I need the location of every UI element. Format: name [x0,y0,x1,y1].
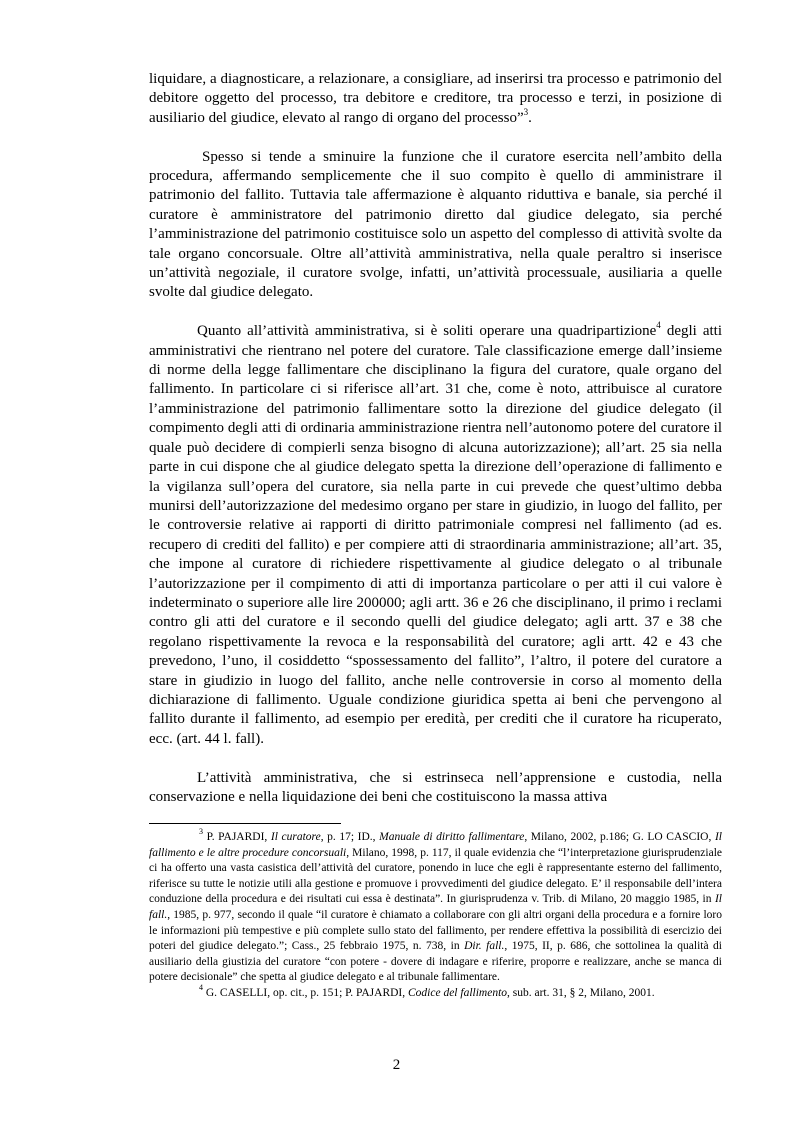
footnote-separator [149,823,341,824]
footnote-mark-3: 3 [199,827,203,837]
footnote-ref-4[interactable]: 4 [656,320,661,331]
paragraph-1: liquidare, a diagnosticare, a relazionare, a consigliare, ad inserirsi tra processo e patrimonio del debitore oggetto del processo, tra debitore e creditore, tra processo e terzi, in posizione di ausiliario del giudice, elevato al rango di organo del processo”$^3$. [149,71,722,126]
footnotes [149,827,722,1002]
paragraph-2: Spesso si tende a sminuire la funzione che il curatore esercita nell’ambito della procedura, affermando semplicemente che il suo compito è quello di amministrare il patrimonio del fallito. Tuttavia tale affermazione è alquanto riduttiva e banale, sia perché il curatore è amministratore del patrimonio diretto dal giudice delegato, sia perché l’amministrazione del patrimonio costituisce solo un aspetto del complesso di attività svolte da tale organo concorsuale. Oltre all’attività amministrativa, nella quale peraltro si inserisce un’attività negoziale, il curatore svolge, infatti, un’attività processuale, ausiliaria a quelle svolte dal giudice delegato. [149,148,722,301]
footnote-3: $^3$ P. PAJARDI, Il curatore, p. 17; ID., Manuale di diritto fallimentare, Milano, 2002, p.186; G. LO CASCIO, Il fallimento e le altre procedure concorsuali, Milano, 1998, p. 117, il quale evidenzia che “l’interpretazione giurisprudenziale ci ha offerto una vasta casistica dell’attività del curatore, ponendo in luce che egli è rappresentante esterno del fallimento, riferisce su tutte le notizie utili alla gestione e promuove i provvedimenti del giudice delegato. E’ il responsabile dell’intera conduzione della procedura e dei risultati cui essa è destinata”. In giurisprudenza v. Trib. di Milano, 20 maggio 1985, in Il fall., 1985, p. 977, secondo il quale “il curatore è chiamato a collaborare con gli altri organi della procedura e a fornire loro le informazioni più tempestive e più complete sullo stato del fallimento, per rendere effettiva la possibilità di esercizio dei poteri del giudice delegato.”; Cass., 25 febbraio 1975, n. 738, in Dir. fall., 1975, II, p. 686, che sottolinea la qualità di ausiliario della giustizia del curatore “con potere - dovere di indagare e riferire, proporre e realizzare, anche se manca di potere decisionale” che spetta al giudice delegato e al tribunale fallimentare. [149,827,722,984]
main-text [149,70,722,807]
footnote-mark-4: 4 [199,983,203,993]
footnote-4: $^4$ G. CASELLI, op. cit., p. 151; P. PAJARDI, Codice del fallimento, sub. art. 31, § 2, Milano, 2001. [199,983,655,999]
paragraph-3: Quanto all’attività amministrativa, si è soliti operare una quadripartizione$^4$ degli atti amministrativi che rientrano nel potere del curatore. Tale classificazione emerge dall’insieme di norme della legge fallimentare che disciplinano la figura del curatore, quale organo del fallimento. In particolare ci si riferisce all’art. 31 che, come è noto, attribuisce al curatore l’amministrazione del patrimonio fallimentare sotto la direzione del giudice delegato (il compimento degli atti di ordinaria amministrazione rientra nell’autonomo potere del curatore il quale può decidere di compierli senza bisogno di alcuna autorizzazione); all’art. 25 sia nella parte in cui dispone che al giudice delegato spetta la direzione dell’operazione di fallimento e la vigilanza sull’opera del curatore, sia nella parte in cui prevede che quest’ultimo debba munirsi dell’autorizzazione del medesimo organo per stare in giudizio, in luogo del fallito, per le controversie relative ai rapporti di diritto patrimoniale compresi nel fallimento (ad es. recupero di crediti del fallito) e per compiere atti di straordinaria amministrazione; all’art. 35, che impone al curatore di richiedere rispettivamente al giudice delegato o al tribunale l’autorizzazione per il compimento di atti di importanza particolare o per atti il cui valore è indeterminato o superiore alle lire 200000; agli artt. 36 e 26 che disciplinano, il primo i reclami contro gli atti del curatore e il secondo quelli del giudice delegato; agli artt. 37 e 38 che regolano rispettivamente la revoca e la responsabilità del curatore; agli artt. 42 e 43 che prevedono, l’uno, il cosiddetto “spossessamento del fallito”, l’altro, il potere del curatore a stare in giudizio in luogo del fallito, anche nelle controversie in corso al momento della dichiarazione di fallimento. Uguale condizione giuridica spetta ai beni che pervengono al fallito durante il fallimento, ad esempio per eredità, per crediti che il curatore ha ricuperato, ecc. (art. 44 l. fall). [149,320,722,747]
paragraph-4: L’attività amministrativa, che si estrinseca nell’apprensione e custodia, nella conservazione e nella liquidazione dei beni che costituiscono la massa attiva [149,769,722,805]
page-number: 2 [392,1057,401,1073]
footnote-ref-3[interactable]: 3 [523,106,529,117]
